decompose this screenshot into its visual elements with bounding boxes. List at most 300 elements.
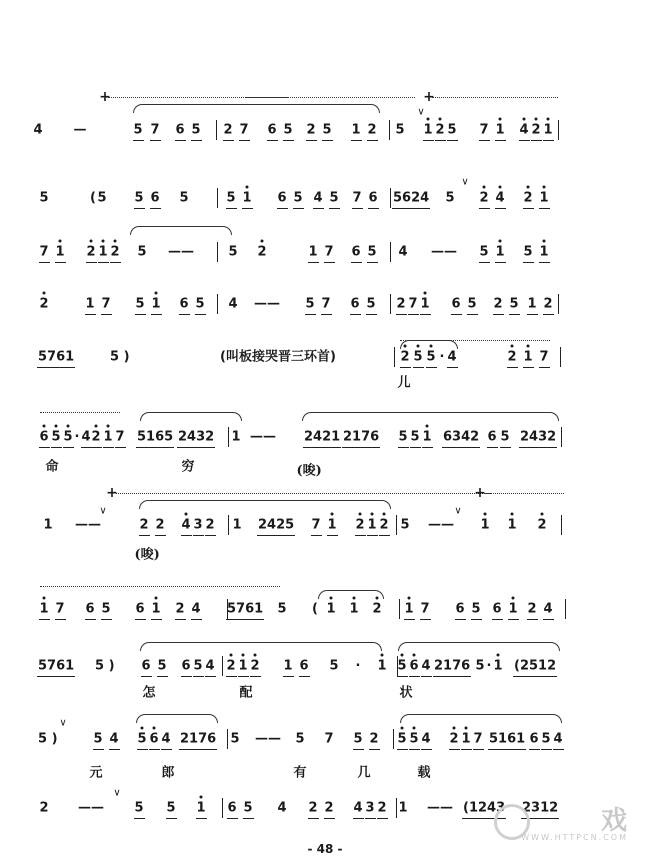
note-token: 5 ) <box>38 731 58 747</box>
octave-dot-high <box>547 118 550 121</box>
note-token: 2 <box>306 122 316 138</box>
note-token: 4 <box>313 190 323 206</box>
note-token: 2 <box>450 732 459 747</box>
time-underline <box>55 262 66 263</box>
bar-line <box>390 188 391 208</box>
time-underline <box>366 314 377 315</box>
note-token: 5 <box>398 429 408 445</box>
note-token: 5 <box>283 122 293 138</box>
time-underline <box>420 314 431 315</box>
note-token: 1 <box>481 518 490 533</box>
time-underline <box>327 535 338 536</box>
time-underline <box>529 749 540 750</box>
time-underline <box>367 535 378 536</box>
time-underline <box>177 447 215 448</box>
note-token: 1 <box>405 602 414 617</box>
note-token: 6 <box>181 658 191 674</box>
note-token: 1 <box>197 801 206 816</box>
octave-dot-high <box>155 597 158 600</box>
octave-dot-high <box>43 425 46 428</box>
slur <box>136 714 218 723</box>
note-token: 6 <box>351 244 361 260</box>
time-underline <box>223 140 234 141</box>
time-underline <box>161 749 172 750</box>
note-token: 5 <box>295 731 305 747</box>
note-token: 1 <box>43 517 53 533</box>
note-token: 2 <box>527 601 537 617</box>
octave-dot-high <box>543 240 546 243</box>
note-token: 2 <box>401 350 410 365</box>
note-token: (叫板接哭晋三环首) <box>220 349 336 365</box>
time-underline <box>523 208 534 209</box>
note-token: 2 <box>205 517 215 533</box>
note-token: 5 <box>509 296 519 312</box>
note-token: 1 <box>421 297 430 312</box>
dotted-line <box>432 97 558 98</box>
time-underline <box>523 367 534 368</box>
octave-dot-high <box>417 345 420 348</box>
note-token: · <box>74 429 80 445</box>
note-token: 4 <box>398 244 408 260</box>
bar-line <box>227 729 228 749</box>
time-underline <box>392 208 430 209</box>
octave-dot-high <box>371 513 374 516</box>
note-token: 5 <box>228 244 238 260</box>
note-token: 6 <box>299 658 309 674</box>
note-token: 5 ) <box>110 349 130 365</box>
time-underline <box>473 749 484 750</box>
octave-dot-high <box>427 118 430 121</box>
note-token: — <box>73 122 87 138</box>
time-underline <box>408 314 419 315</box>
time-underline <box>451 314 462 315</box>
note-token: 5 <box>479 244 489 260</box>
plus-marker: + <box>474 485 486 501</box>
octave-dot-high <box>230 654 233 657</box>
plus-marker: + <box>106 485 118 501</box>
note-token: 5761 <box>38 349 75 365</box>
time-underline <box>487 447 498 448</box>
time-underline <box>324 818 335 819</box>
note-token: 5761 <box>227 601 264 617</box>
time-underline <box>166 818 177 819</box>
lyric-text: 载 <box>417 765 431 781</box>
octave-dot-high <box>200 796 203 799</box>
octave-dot-high <box>408 597 411 600</box>
time-underline <box>479 208 490 209</box>
time-underline <box>369 749 380 750</box>
slur <box>398 642 560 651</box>
octave-dot-high <box>401 727 404 730</box>
breath-mark: ∨ <box>59 717 67 729</box>
note-token: 5165 <box>137 429 174 445</box>
time-underline <box>109 749 120 750</box>
note-token: 2 <box>524 191 533 206</box>
time-underline <box>179 749 217 750</box>
time-underline <box>250 676 261 677</box>
slur <box>140 642 382 651</box>
note-token: 1 <box>351 122 361 138</box>
note-token: 1 <box>524 350 533 365</box>
bar-line <box>228 427 229 447</box>
note-token: —— <box>255 731 281 747</box>
note-token: 5 <box>195 296 205 312</box>
time-underline <box>508 619 519 620</box>
note-token: (2512 <box>514 658 557 674</box>
bar-line <box>561 427 562 447</box>
time-underline <box>306 140 317 141</box>
note-token: 7 <box>39 244 49 260</box>
note-token: 4 <box>520 123 529 138</box>
octave-dot-high <box>512 597 515 600</box>
time-underline <box>205 535 216 536</box>
plus-marker: + <box>423 89 435 105</box>
dotted-line <box>245 97 415 98</box>
note-token: 1 <box>544 123 553 138</box>
octave-dot-high <box>413 654 416 657</box>
note-token: 2 <box>258 245 267 260</box>
time-underline <box>409 676 420 677</box>
note-token: 2 <box>139 517 149 533</box>
note-token: 1 <box>243 191 252 206</box>
note-token: 4 <box>81 429 91 445</box>
time-underline <box>134 818 145 819</box>
note-token: 6 <box>141 658 151 674</box>
time-underline <box>93 749 104 750</box>
time-underline <box>471 619 482 620</box>
time-underline <box>308 262 319 263</box>
note-token: 4 <box>553 731 563 747</box>
time-underline <box>519 447 557 448</box>
time-underline <box>409 749 420 750</box>
note-token: 7 <box>311 517 321 533</box>
note-token: 2 <box>532 123 541 138</box>
note-token: 5 <box>414 350 423 365</box>
slur <box>139 500 391 509</box>
note-token: 4 <box>277 800 287 816</box>
octave-dot-high <box>359 513 362 516</box>
note-token: 2 <box>380 518 389 533</box>
note-token: 5 <box>230 731 240 747</box>
note-token: 2312 <box>522 800 559 816</box>
time-underline <box>283 676 294 677</box>
time-underline <box>368 208 379 209</box>
bar-line <box>222 656 223 676</box>
lyric-text: 状 <box>399 685 413 701</box>
lyric-text: (唆) <box>134 547 160 563</box>
time-underline <box>543 140 554 141</box>
note-token: 5624 <box>393 190 430 206</box>
time-underline <box>257 535 295 536</box>
time-underline <box>311 535 322 536</box>
note-token: 2 <box>377 800 387 816</box>
time-underline <box>86 262 97 263</box>
octave-dot-high <box>541 513 544 516</box>
note-token: 5 <box>322 122 332 138</box>
note-token: 4 <box>182 518 191 533</box>
breath-mark: ∨ <box>417 106 425 118</box>
slur <box>302 412 559 421</box>
note-token: 5161 <box>489 731 526 747</box>
note-token: 2 <box>436 123 445 138</box>
time-underline <box>135 619 146 620</box>
slur <box>130 226 232 235</box>
note-token: 7 <box>408 296 418 312</box>
dotted-line <box>40 586 280 587</box>
breath-mark: ∨ <box>99 505 107 517</box>
time-underline <box>493 314 504 315</box>
octave-dot-high <box>535 118 538 121</box>
time-underline <box>435 140 446 141</box>
note-token: 2 <box>251 659 260 674</box>
time-underline <box>299 676 310 677</box>
note-token: 2425 <box>258 517 295 533</box>
note-token: 4 <box>421 658 431 674</box>
note-token: 2 <box>480 191 489 206</box>
lyric-text: 元 <box>89 765 103 781</box>
note-token: 7 <box>352 190 362 206</box>
note-token: 6 <box>85 601 95 617</box>
note-token: 2 <box>543 296 553 312</box>
slur <box>133 104 380 113</box>
time-underline <box>150 208 161 209</box>
note-token: 5 <box>447 122 457 138</box>
time-underline <box>141 676 152 677</box>
note-token: 4 <box>543 601 553 617</box>
time-underline <box>63 447 74 448</box>
time-underline <box>367 262 378 263</box>
octave-dot-high <box>497 654 500 657</box>
time-underline <box>181 535 192 536</box>
note-token: 1 <box>152 602 161 617</box>
note-token: 1 <box>283 658 293 674</box>
time-underline <box>150 140 161 141</box>
watermark <box>521 800 628 842</box>
octave-dot-high <box>483 186 486 189</box>
note-token: 2421 <box>304 429 341 445</box>
octave-dot-high <box>453 727 456 730</box>
time-underline <box>422 447 433 448</box>
octave-dot-high <box>527 345 530 348</box>
note-token: ( <box>90 190 96 206</box>
time-underline <box>355 535 366 536</box>
note-token: 1 <box>350 602 359 617</box>
time-underline <box>397 749 408 750</box>
note-token: 1 <box>104 430 113 445</box>
octave-dot-high <box>141 727 144 730</box>
note-token: (1243 <box>463 800 506 816</box>
time-underline <box>303 447 341 448</box>
octave-dot-high <box>67 425 70 428</box>
note-token: 1 <box>540 191 549 206</box>
bar-line <box>396 515 397 535</box>
octave-dot-high <box>527 186 530 189</box>
note-token: 2 <box>227 659 236 674</box>
octave-dot-high <box>523 118 526 121</box>
note-token: 6 <box>529 731 539 747</box>
note-token: 2176 <box>343 429 380 445</box>
dotted-line <box>40 412 120 413</box>
bar-line <box>390 294 391 314</box>
note-token: 7 <box>324 244 334 260</box>
note-token: 6 <box>410 659 419 674</box>
time-underline <box>193 535 204 536</box>
note-token: —— <box>250 429 276 445</box>
time-underline <box>101 619 112 620</box>
bar-line <box>389 120 390 140</box>
note-token: 7 <box>420 601 430 617</box>
note-token: 4 <box>496 191 505 206</box>
time-underline <box>308 818 319 819</box>
lyric-text: 命 <box>45 459 59 475</box>
time-underline <box>353 749 364 750</box>
note-token: —— <box>75 517 101 533</box>
octave-dot-high <box>499 186 502 189</box>
time-underline <box>352 208 363 209</box>
note-token: 7 <box>150 122 160 138</box>
lyric-text: (唆) <box>296 463 322 479</box>
bar-line <box>217 188 218 208</box>
note-token: 7 <box>321 296 331 312</box>
note-token: 6 <box>150 190 160 206</box>
time-underline <box>277 208 288 209</box>
octave-dot-high <box>102 240 105 243</box>
time-underline <box>293 208 304 209</box>
note-token: 4 <box>161 731 171 747</box>
time-underline <box>396 314 407 315</box>
note-token: 2432 <box>178 429 215 445</box>
note-token: 1 <box>496 245 505 260</box>
octave-dot-high <box>114 240 117 243</box>
note-token: 5 <box>243 800 253 816</box>
note-token: 2 <box>373 602 382 617</box>
time-underline <box>267 140 278 141</box>
time-underline <box>342 447 380 448</box>
note-token: 7 <box>55 601 65 617</box>
note-token: 1 <box>509 602 518 617</box>
note-token: 7 <box>115 429 125 445</box>
octave-dot-high <box>404 345 407 348</box>
note-token: 5 <box>157 658 167 674</box>
note-token: 5 <box>39 190 49 206</box>
time-underline <box>495 140 506 141</box>
time-underline <box>191 619 202 620</box>
octave-dot-high <box>353 597 356 600</box>
bar-line <box>396 798 397 818</box>
time-underline <box>243 818 254 819</box>
note-token: 5 <box>93 731 103 747</box>
note-token: —— <box>428 517 454 533</box>
time-underline <box>155 535 166 536</box>
note-token: 1 <box>239 659 248 674</box>
time-underline <box>479 140 490 141</box>
octave-dot-high <box>401 654 404 657</box>
octave-dot-high <box>424 292 427 295</box>
time-underline <box>455 619 466 620</box>
time-underline <box>110 262 121 263</box>
dotted-line <box>484 493 564 494</box>
note-token: ( <box>312 601 318 617</box>
note-token: 1 <box>56 245 65 260</box>
octave-dot-high <box>383 513 386 516</box>
note-token: 1 <box>99 245 108 260</box>
note-token: 1 <box>231 429 241 445</box>
octave-dot-high <box>242 654 245 657</box>
time-underline <box>329 208 340 209</box>
time-underline <box>543 314 554 315</box>
note-token: 5 <box>410 429 420 445</box>
note-token: 2432 <box>520 429 557 445</box>
note-token: 2 <box>155 517 165 533</box>
note-token: 6 <box>40 430 49 445</box>
note-token: · <box>355 658 361 674</box>
note-token: 1 <box>462 732 471 747</box>
note-token: 2 <box>356 518 365 533</box>
time-underline <box>191 140 202 141</box>
note-token: 1 <box>423 430 432 445</box>
note-token: —— <box>78 800 104 816</box>
time-underline <box>350 314 361 315</box>
time-underline <box>37 676 75 677</box>
lyric-text: 怎 <box>142 685 156 701</box>
time-underline <box>175 140 186 141</box>
note-token: 1 <box>508 518 517 533</box>
note-token: 5 <box>134 800 144 816</box>
note-token: 6 <box>277 190 287 206</box>
note-token: · <box>486 658 492 674</box>
bar-line <box>222 798 223 818</box>
time-underline <box>442 447 480 448</box>
note-token: 1 <box>368 518 377 533</box>
time-underline <box>37 367 75 368</box>
time-underline <box>509 314 520 315</box>
note-token: 1 <box>398 800 408 816</box>
note-token: 1 <box>378 659 387 674</box>
note-token: 5 <box>193 658 203 674</box>
time-underline <box>136 447 174 448</box>
note-token: 4 <box>205 658 215 674</box>
time-underline <box>421 676 432 677</box>
octave-dot-high <box>413 727 416 730</box>
note-token: 2 <box>40 297 49 312</box>
time-underline <box>205 676 216 677</box>
octave-dot-high <box>330 597 333 600</box>
bar-line <box>216 120 217 140</box>
octave-dot-high <box>439 118 442 121</box>
time-underline <box>527 619 538 620</box>
octave-dot-high <box>153 727 156 730</box>
time-underline <box>519 140 530 141</box>
bar-line <box>561 515 562 535</box>
note-token: 1 <box>527 296 537 312</box>
note-token: 2 <box>223 122 233 138</box>
time-underline <box>413 367 424 368</box>
note-token: 6 <box>350 296 360 312</box>
time-underline <box>85 314 96 315</box>
octave-dot-high <box>543 186 546 189</box>
note-token: 5 <box>64 430 73 445</box>
octave-dot-high <box>43 292 46 295</box>
time-underline <box>134 208 145 209</box>
time-underline <box>447 367 458 368</box>
time-underline <box>51 447 62 448</box>
note-token: 2 <box>367 122 377 138</box>
note-token: 5 <box>134 190 144 206</box>
note-token: 5 <box>467 296 477 312</box>
octave-dot-high <box>43 597 46 600</box>
time-underline <box>151 619 162 620</box>
note-token: 5 <box>367 244 377 260</box>
